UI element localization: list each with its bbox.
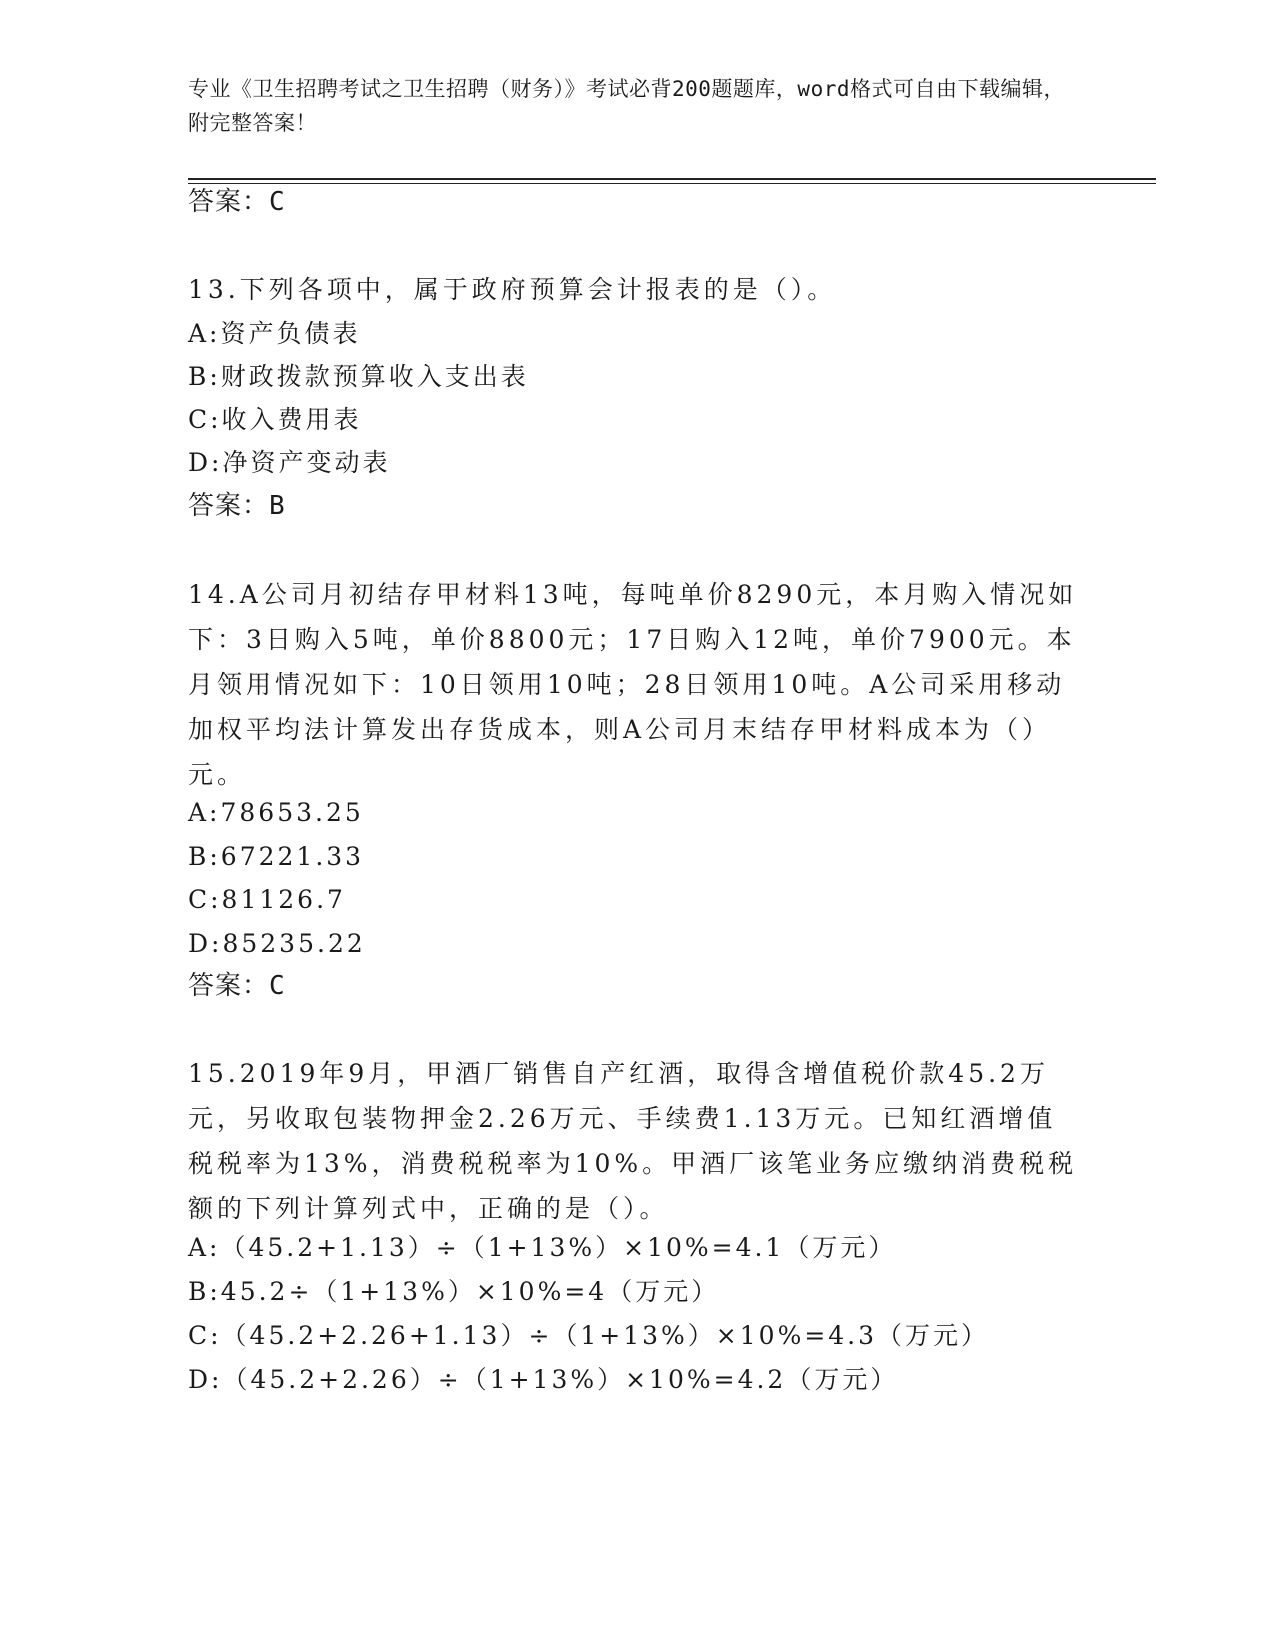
question-15-option-b: B:45.2÷（1+13%）×10%=4（万元）: [188, 1277, 720, 1306]
question-14-option-a: A:78653.25: [188, 798, 364, 827]
question-14-option-c: C:81126.7: [188, 885, 346, 914]
question-14-text: 14.A公司月初结存甲材料13吨，每吨单价8290元，本月购入情况如下：3日购入5吨，单价8800元；17日购入12吨，单价7900元。本月领用情况如下：10日领用10吨；28日领用10吨。A公司采用移动加权平均法计算发出存货成本，则A公司月末结存甲材料成本为（）元。: [188, 580, 1078, 789]
question-15-option-c: C:（45.2+2.26+1.13）÷（1+13%）×10%=4.3（万元）: [188, 1321, 990, 1350]
question-14-answer: 答案：C: [188, 971, 286, 1001]
question-13-option-a: A:资产负债表: [188, 319, 361, 348]
previous-answer: 答案：C: [188, 187, 286, 217]
question-13-answer: 答案：B: [188, 491, 286, 521]
question-15-option-d: D:（45.2+2.26）÷（1+13%）×10%=4.2（万元）: [188, 1365, 899, 1394]
header-divider-thin: [188, 183, 1156, 184]
question-14-option-b: B:67221.33: [188, 842, 365, 871]
question-13-option-b: B:财政拨款预算收入支出表: [188, 362, 529, 391]
question-13-option-c: C:收入费用表: [188, 405, 362, 434]
question-13-text: 13.下列各项中，属于政府预算会计报表的是（）。: [188, 275, 837, 304]
question-13-option-d: D:净资产变动表: [188, 448, 391, 477]
question-15-option-a: A:（45.2+1.13）÷（1+13%）×10%=4.1（万元）: [188, 1233, 897, 1262]
question-14-option-d: D:85235.22: [188, 929, 366, 958]
header-divider-thick: [188, 178, 1156, 180]
question-15-text: 15.2019年9月，甲酒厂销售自产红酒，取得含增值税价款45.2万元，另收取包装物押金2.26万元、手续费1.13万元。已知红酒增值税税率为13%，消费税税率为10%。甲酒厂该笔业务应缴纳消费税税额的下列计算列式中，正确的是（）。: [188, 1059, 1078, 1223]
document-header: 专业《卫生招聘考试之卫生招聘（财务）》考试必背200题题库，word格式可自由下载编辑，附完整答案！: [188, 77, 1065, 135]
